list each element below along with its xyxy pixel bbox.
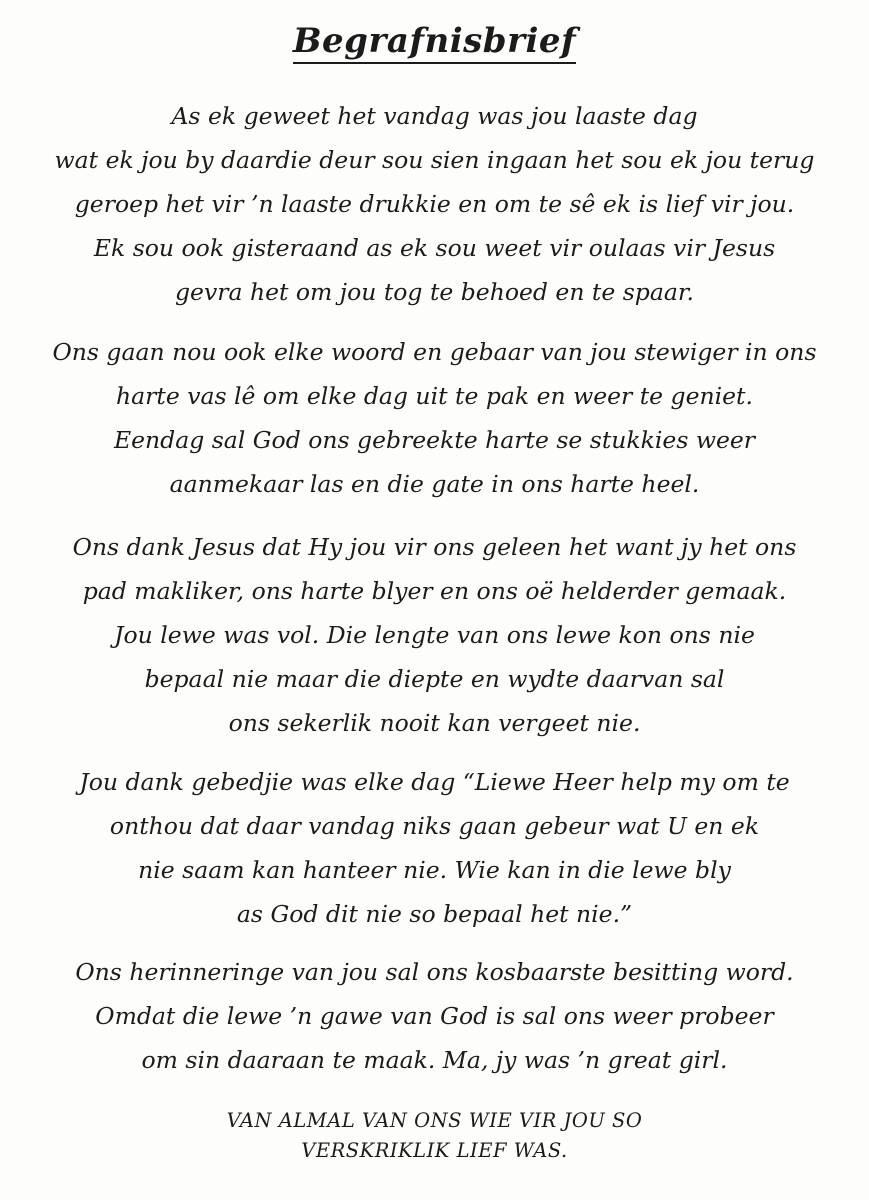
paragraph-line: Ek sou ook gisteraand as ek sou weet vir oulaas vir Jesus (93, 234, 776, 262)
paragraph-2 (20, 330, 849, 506)
paragraph-line: As ek geweet het vandag was jou laaste dag (171, 102, 698, 130)
paragraph-3 (20, 525, 849, 745)
paragraph-line: aanmekaar las en die gate in ons harte heel. (169, 470, 700, 498)
paragraph-line: onthou dat daar vandag niks gaan gebeur wat U en ek (109, 812, 760, 840)
paragraph-line: gevra het om jou tog te behoed en te spaar. (175, 278, 694, 306)
paragraph-line: pad makliker, ons harte blyer en ons oë helderder gemaak. (82, 577, 787, 605)
page-title-text: Begrafnisbrief (293, 21, 576, 64)
paragraph-line: Ons dank Jesus dat Hy jou vir ons geleen het want jy het ons (72, 533, 797, 561)
paragraph-line: Eendag sal God ons gebreekte harte se stukkies weer (113, 426, 756, 454)
paragraph-line: Ons gaan nou ook elke woord en gebaar van jou stewiger in ons (52, 338, 817, 366)
paragraph-line: Ons herinneringe van jou sal ons kosbaarste besitting word. (75, 958, 794, 986)
closing-signature (20, 1106, 849, 1166)
closing-line: VAN ALMAL VAN ONS WIE VIR JOU SO (226, 1109, 643, 1132)
paragraph-1 (20, 94, 849, 314)
paragraph-line: Jou dank gebedjie was elke dag “Liewe Heer help my om te (79, 768, 790, 796)
paragraph-4 (20, 760, 849, 936)
paragraph-5 (20, 950, 849, 1082)
paragraph-line: as God dit nie so bepaal het nie.” (236, 900, 633, 928)
paragraph-line: nie saam kan hanteer nie. Wie kan in die lewe bly (138, 856, 731, 884)
paragraph-line: harte vas lê om elke dag uit te pak en weer te geniet. (116, 382, 753, 410)
paragraph-line: Jou lewe was vol. Die lengte van ons lewe kon ons nie (114, 621, 755, 649)
paragraph-line: wat ek jou by daardie deur sou sien ingaan het sou ek jou terug (54, 146, 815, 174)
paragraph-line: ons sekerlik nooit kan vergeet nie. (228, 709, 641, 737)
paragraph-line: om sin daaraan te maak. Ma, jy was ’n great girl. (141, 1046, 728, 1074)
paragraph-line: bepaal nie maar die diepte en wydte daarvan sal (144, 665, 725, 693)
paragraph-line: Omdat die lewe ’n gawe van God is sal ons weer probeer (95, 1002, 774, 1030)
closing-line: VERSKRIKLIK LIEF WAS. (301, 1139, 568, 1162)
paragraph-line: geroep het vir ’n laaste drukkie en om te sê ek is lief vir jou. (74, 190, 795, 218)
letter-body (20, 0, 849, 1200)
